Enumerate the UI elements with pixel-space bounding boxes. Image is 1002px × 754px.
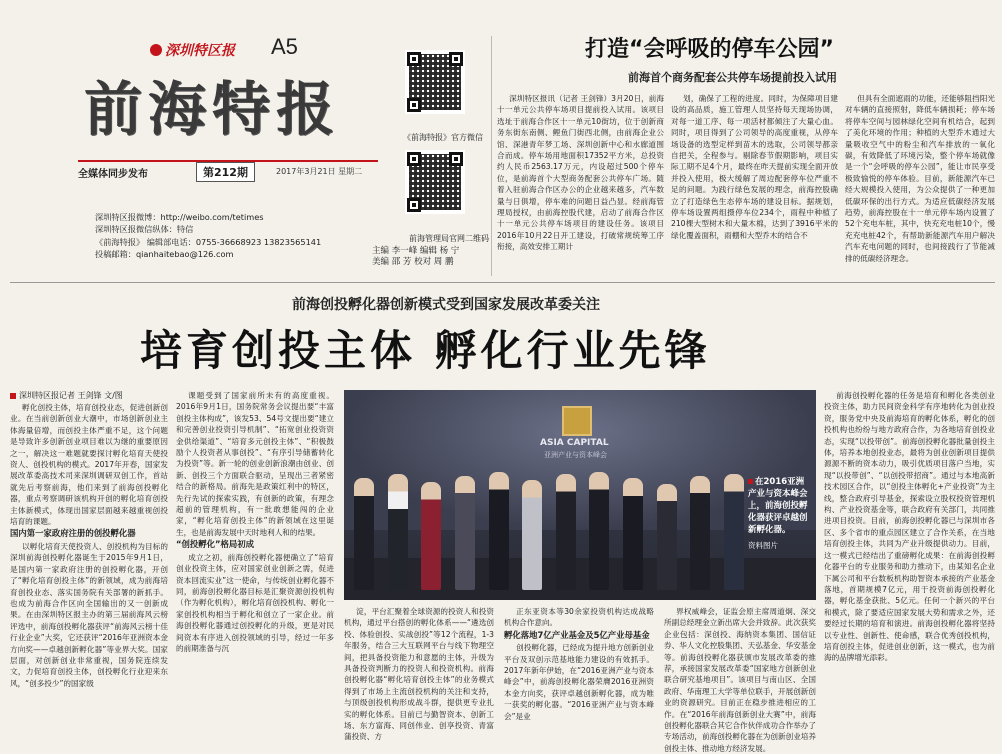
masthead bbox=[78, 34, 378, 184]
qr-code-website bbox=[405, 150, 465, 214]
people-row bbox=[354, 470, 744, 590]
person bbox=[421, 482, 441, 590]
person bbox=[455, 476, 475, 590]
paragraph: 以孵化培育天使投资人、创投机构为目标的深圳前海创投孵化器诞生于2015年9月1日，是国内第一家政府注册的创投孵化器，开创了“孵化培育创投主体”的新领域，成为前海培育创投业态、落实国务院有关部署的新抓手。也成为前海合作区向全国输出的又一创新成果。在由深圳特区报主办的第三届前海风云榜评选中，前海创投孵化器获评“前海风云榜十佳行业企业”大奖，它还获评“2016年亚洲资本金方向奖——卓越创新孵化器”等业界大奖。国家层面，对创新创业非常重视，国务院连续发文，力促培育创投主体，创投孵化行业迎来东风，“创多投少”的国家级 bbox=[10, 541, 168, 688]
top-story-subtitle: 前海首个商务配套公共停车场提前投入试用 bbox=[628, 71, 837, 84]
paragraph: 正东亚资本等30余家投资机构达成战略机构合作意向。 bbox=[504, 607, 654, 628]
subheading: 孵化落地7亿产业基金及5亿产业母基金 bbox=[504, 629, 650, 640]
page-number: A5 bbox=[271, 34, 298, 59]
person bbox=[522, 480, 542, 590]
paragraph: 课题受到了国家前所未有的高度重视。2016年9月1日，国务院常务会议提出要“丰富创投主体构成”，该发53、54号文提出要“建立和完善创业投资引导机制”、“拓宽创业投资资金供给渠道”、“培育多元创投主体”、“积极鼓励个人投资者从事创投”、“有序引导储蓄转化为投资”等。新一轮的创业创新浪潮由创业、创新、创投三个方面联合驱动，呈现出三者紧密结合的新格局。前海先是政策红利中的特区，先行先试的探索实践，有创新的政策，有理念超前的管理机构，有一批敢想能闯的企业家，“孵化培育创投主体”的新领域在这里诞生，也是前海发展中天时地利人和的结果。 bbox=[176, 391, 334, 537]
top-story-col bbox=[845, 93, 995, 277]
event-photo bbox=[344, 390, 816, 600]
main-col-4 bbox=[504, 606, 654, 747]
top-story-col bbox=[497, 93, 664, 277]
horizontal-divider bbox=[10, 282, 995, 283]
top-story-title: 打造“会呼吸的停车公园” bbox=[585, 37, 834, 62]
byline bbox=[10, 390, 123, 401]
photo-caption bbox=[748, 476, 808, 552]
person bbox=[556, 474, 576, 590]
subheading: 国内第一家政府注册的创投孵化器 bbox=[10, 528, 136, 539]
paragraph: 创投孵化器，已经成为提升地方创新创业平台及双创示范基地能力建设的有效抓手。2017年新年伊始，在“2016亚洲产业与资本峰会”中，前海创投孵化器荣膺2016亚洲资本金方向奖，获评卓越创新孵化器，成为唯一获奖的孵化器。“2016亚洲产业与资本峰会”是业 bbox=[504, 643, 654, 721]
newspaper-logo bbox=[150, 40, 235, 60]
paragraph: 划，确保了工程的进度。同时，为保障项目建设的高品质，施工管理人员坚持每天现场协调，对每一道工序、每一项活材都倾注了大量心血。同时，项目得到了公司领导的高度重视，从停车场设备的选型定样到苗木的选取，公司领导都亲自把关，全程参与。剔除春节假期影响，项目实际工期不足4个月，最终在昨天提前实现全面开放并投入使用，极大缓解了周边配套停车位严重不足的问题。为践行绿色发展的理念，前海控股确立了打造绿色生态停车场的建设目标。据规划，停车场设置两组摄停车位234个，雨程中种植了210棵大型树木和大量木棉，达到了3916平米的绿化覆盖面积，雨棚和大型乔木的结合不 bbox=[671, 94, 838, 240]
section-title: 前海特报 bbox=[84, 75, 341, 143]
qr-finder-icon bbox=[407, 152, 421, 166]
wechat-line: 深圳特区报微信纵体：特信 bbox=[95, 224, 194, 235]
top-story-col bbox=[671, 93, 838, 277]
qr-finder-icon bbox=[407, 52, 421, 66]
caption-text: 在2016亚洲产业与资本峰会上，前海创投孵化器获评卓越创新孵化器。 bbox=[748, 477, 808, 535]
issue-date: 2017年3月21日 星期二 bbox=[276, 167, 363, 176]
paragraph: 淀，平台汇聚着全球资源的投资人和投资机构，通过平台搭创的孵化体系——“遴选创投、体验创投、实战创投”等12个流程，1-3年服务，结合三大互联网平台与线下物理空间，把具备投资能力和意愿的主体，升级为具备投资判断力的投资人和投资机构。前海创投孵化器“孵化培育创投主体”的业务模式得到了市场上主流创投机构的关注和支持，与顶级创投机构形成战斗群，提供更专业扎实的孵化体系。目前已与勤智资本、创新工场、东方富海、同创伟业、创享投资、青富蒲投资、方 bbox=[344, 607, 494, 742]
paragraph: 前海创投孵化器的任务是培育和孵化各类创业投资主体，助力民间资金科学有序地转化为创业投资，服务党中央及前海培育的孵化体系，孵化的创投机构也纷纷与地方政府合作，为各地培育创投业态，实现“以投带创”。前海创投孵化器批量创投主体，培养本地创投业态，最将为创业创新项目提供源源不断的资本动力，吸引优质项目落户当地，实现“以投带创”、“以创投带招商”。通过与本地高新技术园区合作，以“创投主体孵化+产业投资”为主线，整合政府引导基金，探索设立股权投资管理机构、产业投资基金等，联合政府有关部门，共同推进项目投资。目前，前海创投孵化器已与深圳市各区、多个省市的重点园区建立了合作关系，在当地培育创投主体，共同为产业升级提供动力。目前，这一模式已经结出了重磅孵化成果：在前海创投孵化器平台的专业服务和助力推动下，由某知名企业下属公司和平台数板机构助智资本承接的产业基金落地，首期规模7亿元，用于投资前海创投孵化器，孵化基金获批、5亿元。任何一个新兴的平台和模式，除了要适应国家发展大势和需求之外，还要经过长期的培育和演进。前海创投孵化器将坚持以专业性、创新性、使命感，联合优秀创投机构，培育创投主体，促进创业创新，这一模式，也为前海的品牌增光添彩。 bbox=[824, 391, 995, 663]
email-line: 投稿邮箱：qianhaitebao@126.com bbox=[95, 249, 234, 260]
backdrop-logo-icon bbox=[562, 406, 592, 436]
paragraph: 界权威峰会，证监会原主席周道炯、深交所副总经理金立新出席大会并致辞。此次获奖企业包括：深创投、海纳资本集团、国信证券、华人文化控股集团、天弘基金、华安基金等。前海创投孵化器获颁市发展改革委的推荐，承接国家发展改革委“国家地方创新创业联合研究基地项目”。该项目与南山区、全国政府、华南理工大学等单位联手，开展创新创业的资源研究。目前正在稳步推进相应的工作。在“2016年前海创新创业大赛”中，前海创投孵化器联合其它合作伙伴成功合作举办了专场活动，前海创投孵化器在为创新创业培养创投主体、推动地方经济发展。 bbox=[664, 607, 816, 753]
backdrop-text: ASIA CAPITAL bbox=[540, 438, 609, 448]
weibo-line: 深圳特区报微博：http://weibo.com/tetimes bbox=[95, 212, 264, 222]
main-col-5 bbox=[664, 606, 816, 753]
byline-marker-icon bbox=[10, 393, 16, 399]
qr-label-website: 前海管理局官网二维码 bbox=[409, 234, 489, 243]
credits-line: 主编 李一峰 编辑 杨 宁 bbox=[372, 246, 460, 256]
qr-finder-icon bbox=[449, 52, 463, 66]
editor-phone-line: 《前海特报》 编辑部电话：0755-36668923 13823565141 bbox=[95, 236, 322, 247]
qr-finder-icon bbox=[407, 98, 421, 112]
credits-line: 美编 邵 芳 校对 周 鹏 bbox=[372, 257, 454, 267]
caption-marker-icon bbox=[748, 479, 753, 484]
backdrop-subtext: 亚洲产业与资本峰会 bbox=[544, 451, 607, 459]
main-col-1 bbox=[10, 402, 168, 747]
person bbox=[589, 472, 609, 590]
logo-text: 深圳特区报 bbox=[165, 43, 235, 59]
main-story-kicker: 前海创投孵化器创新模式受到国家发展改革委关注 bbox=[292, 297, 600, 313]
main-story-headline: 培育创投主体 孵化行业先锋 bbox=[140, 326, 711, 375]
person bbox=[690, 476, 710, 590]
qr-finder-icon bbox=[407, 198, 421, 212]
paragraph: 但具有全面遮雨的功能，还能够阻挡阳光对车辆的直接照射，降低车辆损耗；停车场将停车空间与园林绿化空间有机结合，起到了美化环境的作用；种植的大型乔木通过大量吸收空气中的粉尘和汽车排放的一氧化碳，有效降低了环境污染，整个停车场就像是一个“会呼吸的停车公园”，能让市民享受极致愉悦的停车体验。目前，新能源汽车已经大规模投入使用，为公众提供了一种更加低碳环保的出行方式。为适应低碳经济发展趋势，前海控股在十一单元停车场内设置了52个充电车桩，其中，快充充电桩10个，慢充充电桩42个，有帮助新能源汽车用户解决汽车充电问题的同时，也间接践行了节能减排的低碳经济理念。 bbox=[845, 94, 995, 263]
main-col-3 bbox=[344, 606, 494, 747]
logo-emblem-icon bbox=[150, 44, 162, 56]
credits bbox=[372, 246, 459, 268]
paragraph: 深圳特区报讯（记者 王剑锋）3月20日，前海十一单元公共停车场项目提前投入试用。该项目选址于前海合作区十一单元10街坊，位于创新商务东街东南侧、鲤鱼门街西北侧，由前海企业公馆、深港青年梦工场、深圳创新中心和水廊道围合而成。停车场用地面积17352平方米，总投资约人民币2563.17万元，内设超过500个停车位，是前海首个大型商务配套公共停车广场。随着入驻前海合作区办公的企业越来越多，汽车数量与日俱增，停车难的问题日益凸显。经前海管理局授权，由前海控股代建，启动了前海合作区十一单元公共停车场项目的建设任务。该项目2016年10月22日开工建设，打破常规统筹工序衔接，高效安排工期计 bbox=[497, 94, 664, 252]
person bbox=[489, 472, 509, 590]
contact-block bbox=[95, 211, 395, 261]
qr-finder-icon bbox=[449, 152, 463, 166]
photo-credit: 资料图片 bbox=[748, 541, 778, 550]
paragraph: 孵化创投主体，培育创投业态，促进创新创业。在当前创新创业大潮中，市场创新创业主体海量倍增，而创投主体严重不足，这个问题是导致许多创新创业项目难以为继的重要原因之一，解决这一难题就要探讨孵化培育天使投资人、创投机构的模式。2017年开春，国家发展改革委高技术司来深圳调研双创工作，首站就先后考察前海，他们来到了前海创投孵化器，重点考察调研该机构开创的孵化培育创投主体新模式，体现出国家层面越来越重视创投培育的课题。 bbox=[10, 403, 168, 527]
person bbox=[388, 474, 408, 590]
person bbox=[623, 478, 643, 590]
person bbox=[724, 474, 744, 590]
subheading: “创投孵化”格局初成 bbox=[176, 539, 255, 550]
main-col-2 bbox=[176, 390, 334, 747]
tagline: 全媒体同步发布 bbox=[78, 169, 148, 180]
byline-text: 深圳特区报记者 王剑锋 文/图 bbox=[19, 391, 123, 400]
person bbox=[354, 478, 374, 590]
qr-code-wechat bbox=[405, 50, 465, 114]
person bbox=[657, 484, 677, 590]
vertical-divider bbox=[491, 36, 492, 276]
issue-number: 第212期 bbox=[196, 162, 255, 182]
qr-label-wechat: 《前海特报》官方微信 bbox=[403, 133, 483, 142]
main-col-6 bbox=[824, 390, 995, 747]
paragraph: 成立之初，前海创投孵化器便确立了“培育创业投资主体，应对国家创业创新之需，促进资本回流实业”这一使命，与传统创业孵化器不同，前海创投孵化器目标是汇聚资源创投机构（作为孵化机构），孵化培育创投机构、孵化一家创投机构相当于孵化和创立了一家企业。前海创投孵化器通过创投孵化的升级，更是对民间资本有序进入创投领域的引导，经过一年多的前期准备与沉 bbox=[176, 552, 334, 653]
